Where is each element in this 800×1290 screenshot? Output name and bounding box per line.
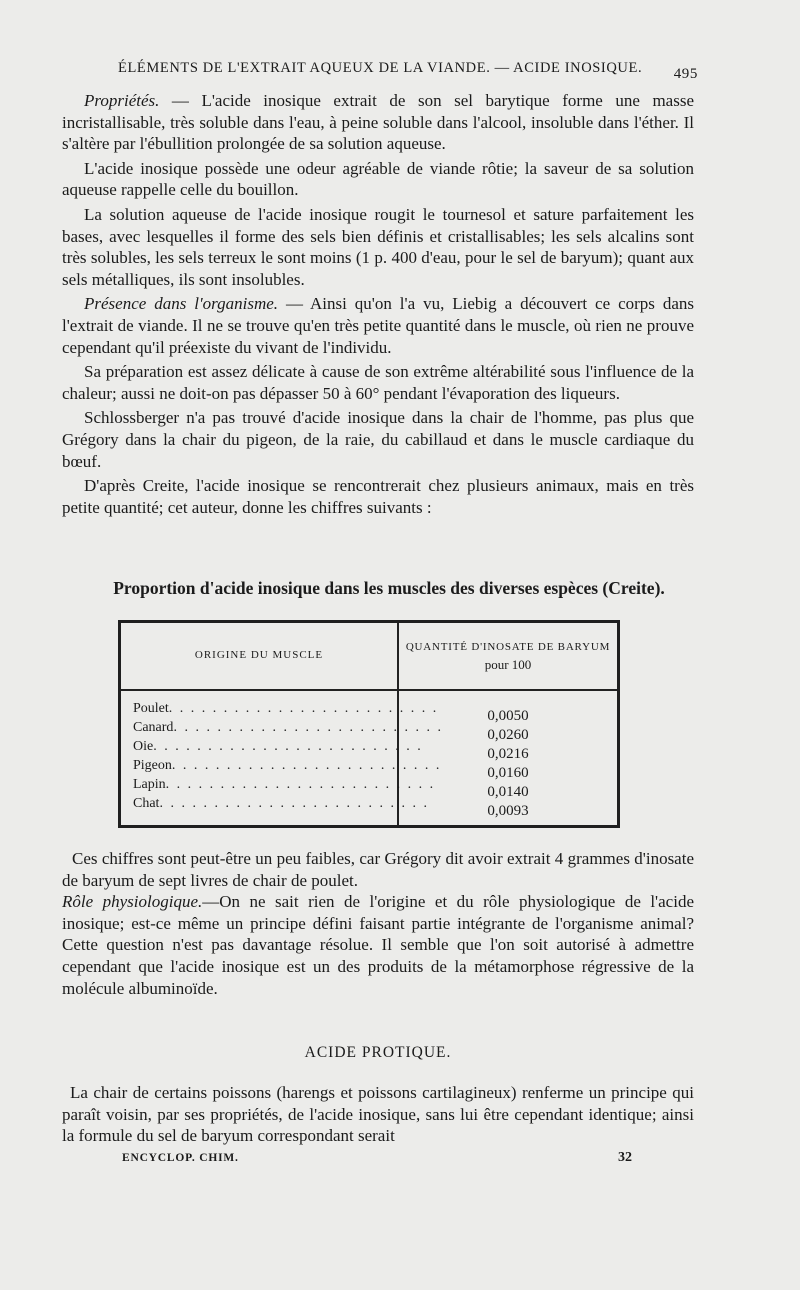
- row-value: 0,0140: [487, 784, 529, 800]
- table-row: [133, 699, 439, 718]
- row-value: 0,0216: [487, 746, 529, 762]
- paragraph-text: Schlossberger n'a pas trouvé d'acide inosique dans la chair de l'homme, pas plus que Grégory dans la chair du pigeon, de la raie, du cabillaud et dans le muscle cardiaque du bœuf.: [62, 408, 694, 471]
- paragraph-lead: Présence dans l'organisme.: [84, 294, 279, 314]
- row-origin: Oie: [133, 739, 154, 754]
- paragraph: [62, 158, 694, 201]
- column-header-quantity-line2: pour 100: [484, 657, 532, 672]
- row-value: 0,0260: [487, 727, 529, 743]
- table-row: [133, 756, 442, 775]
- row-value: 0,0050: [487, 708, 529, 724]
- footer-label: ENCYCLOP. CHIM.: [122, 1152, 239, 1164]
- paragraph-text: Sa préparation est assez délicate à cause de son extrême altérabilité sous l'influence de la chaleur; aussi ne doit-on pas dépasser 50 à 60° pendant l'évaporation des liqueurs.: [62, 362, 694, 403]
- paragraph-lead: Rôle physiologique.: [62, 892, 203, 912]
- table-row: [133, 718, 443, 737]
- paragraph: [62, 204, 694, 290]
- paragraph-text: —On ne sait rien de l'origine et du rôle physiologique de l'acide inosique; est-ce même un principe défini faisant partie intégrante de l'organisme animal? Cette question n'est pas davantage résolue. Il semble que l'on soit autorisé à admettre cependant que l'acide inosique est un des produits de la métamorphose régressive de la molécule albuminoïde.: [62, 892, 694, 998]
- body-text-after-table: [62, 848, 694, 999]
- paragraph-lead: Propriétés.: [84, 91, 160, 110]
- row-value: 0,0160: [487, 765, 529, 781]
- leader-dots: . . . . . . . . . . . . . . . . . . . . . . . . .: [153, 739, 423, 754]
- paragraph: La chair de certains poissons (harengs et poissons cartilagineux) renferme un principe qui paraît voisin, par ses propriétés, de l'acide inosique, sans lui être cependant identique; ainsi la formule du sel de baryum correspondant serait: [62, 1083, 694, 1146]
- page-number: 495: [673, 66, 698, 82]
- header-divider: [121, 689, 617, 691]
- leader-dots: . . . . . . . . . . . . . . . . . . . . . . . . .: [159, 796, 429, 811]
- paragraph-text: Ces chiffres sont peut-être un peu faibles, car Grégory dit avoir extrait 4 grammes d'inosate de baryum de sept livres de chair de poulet.: [62, 849, 694, 890]
- section-body: [62, 1082, 694, 1147]
- value-column: [399, 707, 617, 821]
- data-table: [118, 620, 620, 828]
- row-origin: Poulet: [133, 701, 169, 716]
- paragraph: [62, 891, 694, 999]
- table-row: [133, 737, 423, 756]
- body-text: [62, 90, 694, 518]
- paragraph-text: La solution aqueuse de l'acide inosique rougit le tournesol et sature parfaitement les bases, avec lesquelles il forme des sels bien définis et cristallisables; les sels alcalins sont très solubles, les sels terreux le sont moins (1 p. 400 d'eau, pour le sel de baryum); quant aux sels métalliques, ils sont insolubles.: [62, 204, 694, 289]
- row-origin: Pigeon: [133, 758, 172, 773]
- leader-dots: . . . . . . . . . . . . . . . . . . . . . . . . .: [171, 758, 442, 773]
- paragraph-text: L'acide inosique possède une odeur agréable de viande rôtie; la saveur de sa solution aqueuse rappelle celle du bouillon.: [62, 158, 694, 200]
- table-row: [133, 794, 429, 813]
- page-footer: [122, 1152, 632, 1164]
- row-origin: Lapin: [133, 777, 166, 792]
- signature-mark: 32: [618, 1150, 632, 1165]
- row-origin: Chat: [133, 796, 160, 811]
- table-caption: Proportion d'acide inosique dans les muscles des diverses espèces (Creite).: [113, 578, 665, 598]
- paragraph: [62, 90, 694, 155]
- row-value: 0,0093: [487, 803, 529, 819]
- leader-dots: . . . . . . . . . . . . . . . . . . . . . . . . .: [165, 777, 436, 792]
- paragraph-text: — Ainsi qu'on l'a vu, Liebig a découvert ce corps dans l'extrait de viande. Il ne se trouve qu'en très petite quantité dans le muscle, où rien ne prouve cependant qu'il préexiste du vivant de l'individu.: [62, 294, 695, 357]
- paragraph-text: D'après Creite, l'acide inosique se rencontrerait chez plusieurs animaux, mais en très petite quantité; cet auteur, donne les chiffres suivants :: [62, 476, 694, 517]
- table-row: [133, 775, 436, 794]
- page-header: [118, 60, 698, 82]
- column-header-quantity: [399, 639, 617, 673]
- column-header-quantity-line1: QUANTITÉ D'INOSATE DE BARYUM: [405, 641, 611, 653]
- leader-dots: . . . . . . . . . . . . . . . . . . . . . . . . .: [168, 701, 439, 716]
- column-header-origin: ORIGINE DU MUSCLE: [194, 649, 324, 661]
- section-title: ACIDE PROTIQUE.: [304, 1044, 452, 1061]
- paragraph: [62, 848, 694, 891]
- paragraph-text: — L'acide inosique extrait de son sel barytique forme une masse incristallisable, très soluble dans l'eau, à peine soluble dans l'alcool, insoluble dans l'éther. Il s'altère par l'ébullition prolongée de sa solution aqueuse.: [62, 91, 694, 154]
- row-origin: Canard: [133, 720, 174, 735]
- paragraph: [62, 293, 694, 358]
- paragraph: [62, 407, 694, 472]
- paragraph: [62, 475, 694, 518]
- running-title: ÉLÉMENTS DE L'EXTRAIT AQUEUX DE LA VIANDE. — ACIDE INOSIQUE.: [118, 60, 643, 76]
- origin-column: [133, 699, 443, 813]
- paragraph: [62, 361, 694, 404]
- leader-dots: . . . . . . . . . . . . . . . . . . . . . . . . .: [173, 720, 443, 735]
